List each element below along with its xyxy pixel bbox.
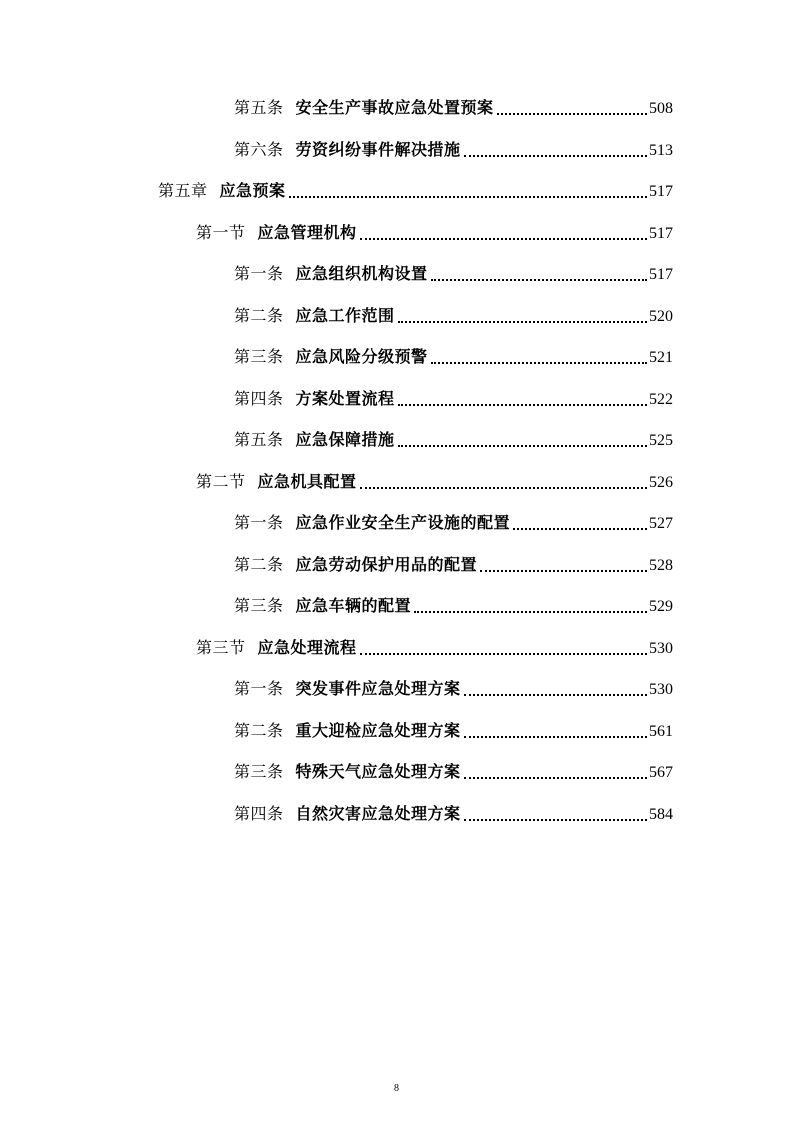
toc-entry[interactable]: [196, 469, 673, 495]
toc-dot-leader: [464, 759, 647, 779]
toc-dot-leader: [480, 552, 647, 572]
toc-entry-label: 第三条: [234, 347, 284, 366]
toc-entry[interactable]: [196, 220, 673, 246]
toc-dot-leader: [464, 801, 647, 821]
toc-entry-title: 应急组织机构设置: [295, 264, 428, 283]
toc-entry-page: 520: [649, 308, 673, 325]
toc-entry-label: 第三条: [234, 762, 284, 781]
toc-entry-title: 应急劳动保护用品的配置: [295, 555, 478, 574]
toc-entry-label: 第五章: [158, 181, 208, 200]
toc-entry[interactable]: [234, 137, 673, 163]
toc-entry-label: 第一条: [234, 679, 284, 698]
toc-entry[interactable]: [158, 178, 673, 204]
toc-entry-title: 应急保障措施: [295, 430, 395, 449]
toc-entry-page: 584: [649, 806, 673, 823]
toc-entry-title: 自然灾害应急处理方案: [295, 804, 461, 823]
toc-dot-leader: [398, 303, 647, 323]
toc-entry-label: 第三条: [234, 596, 284, 615]
toc-dot-leader: [431, 261, 647, 281]
toc-entry[interactable]: [234, 344, 673, 370]
toc-dot-leader: [360, 635, 647, 655]
toc-entry-page: 527: [649, 515, 673, 532]
toc-dot-leader: [398, 427, 647, 447]
toc-entry-title: 应急车辆的配置: [295, 596, 412, 615]
toc-entry-page: 530: [649, 681, 673, 698]
toc-entry[interactable]: [234, 261, 673, 287]
toc-entry[interactable]: [234, 95, 673, 121]
toc-entry-label: 第五条: [234, 430, 284, 449]
toc-entry-label: 第二节: [196, 472, 246, 491]
toc-entry-label: 第四条: [234, 389, 284, 408]
toc-entry[interactable]: [234, 386, 673, 412]
toc-dot-leader: [360, 220, 647, 240]
toc-dot-leader: [289, 178, 647, 198]
toc-entry[interactable]: [234, 303, 673, 329]
toc-entry-page: 517: [649, 266, 673, 283]
toc-entry-label: 第二条: [234, 721, 284, 740]
toc-entry-page: 567: [649, 764, 673, 781]
toc-entry-title: 应急工作范围: [295, 306, 395, 325]
toc-entry-page: 521: [649, 349, 673, 366]
toc-entry-page: 529: [649, 598, 673, 615]
toc-dot-leader: [464, 676, 647, 696]
toc-entry-title: 应急处理流程: [257, 638, 357, 657]
toc-entry-title: 安全生产事故应急处置预案: [295, 98, 494, 117]
toc-dot-leader: [431, 344, 647, 364]
toc-entry-label: 第六条: [234, 140, 284, 159]
page-number: 8: [394, 1083, 399, 1094]
toc-entry-page: 528: [649, 557, 673, 574]
toc-entry-title: 重大迎检应急处理方案: [295, 721, 461, 740]
toc-entry-page: 508: [649, 100, 673, 117]
toc-entry-title: 特殊天气应急处理方案: [295, 762, 461, 781]
toc-entry-page: 517: [649, 225, 673, 242]
toc-entry[interactable]: [196, 635, 673, 661]
toc-entry[interactable]: [234, 510, 673, 536]
toc-dot-leader: [398, 386, 647, 406]
toc-entry-page: 530: [649, 640, 673, 657]
toc-entry-label: 第二条: [234, 555, 284, 574]
toc-dot-leader: [513, 510, 647, 530]
toc-entry-label: 第四条: [234, 804, 284, 823]
toc-dot-leader: [414, 593, 647, 613]
toc-entry[interactable]: [234, 427, 673, 453]
toc-entry-title: 应急风险分级预警: [295, 347, 428, 366]
toc-entry-title: 突发事件应急处理方案: [295, 679, 461, 698]
toc-entry-title: 应急作业安全生产设施的配置: [295, 513, 511, 532]
toc-entry[interactable]: [234, 759, 673, 785]
toc-dot-leader: [360, 469, 647, 489]
toc-entry-title: 应急机具配置: [257, 472, 357, 491]
toc-entry-label: 第二条: [234, 306, 284, 325]
toc-entry-page: 526: [649, 474, 673, 491]
toc-entry-label: 第一条: [234, 513, 284, 532]
toc-entry-title: 应急预案: [219, 181, 286, 200]
toc-entry[interactable]: [234, 718, 673, 744]
toc-entry-label: 第一节: [196, 223, 246, 242]
toc-dot-leader: [464, 718, 647, 738]
toc-entry-page: 517: [649, 183, 673, 200]
toc-entry-title: 方案处置流程: [295, 389, 395, 408]
toc-entry-title: 应急管理机构: [257, 223, 357, 242]
toc-entry-page: 525: [649, 432, 673, 449]
toc-entry-page: 522: [649, 391, 673, 408]
toc-entry[interactable]: [234, 801, 673, 827]
toc-entry-label: 第五条: [234, 98, 284, 117]
toc-entry[interactable]: [234, 552, 673, 578]
toc-entry-title: 劳资纠纷事件解决措施: [295, 140, 461, 159]
toc-entry[interactable]: [234, 593, 673, 619]
toc-entry[interactable]: [234, 676, 673, 702]
toc-dot-leader: [464, 137, 647, 157]
toc-entry-label: 第一条: [234, 264, 284, 283]
toc-entry-label: 第三节: [196, 638, 246, 657]
toc-entry-page: 513: [649, 142, 673, 159]
toc-entry-page: 561: [649, 723, 673, 740]
toc-dot-leader: [497, 95, 647, 115]
